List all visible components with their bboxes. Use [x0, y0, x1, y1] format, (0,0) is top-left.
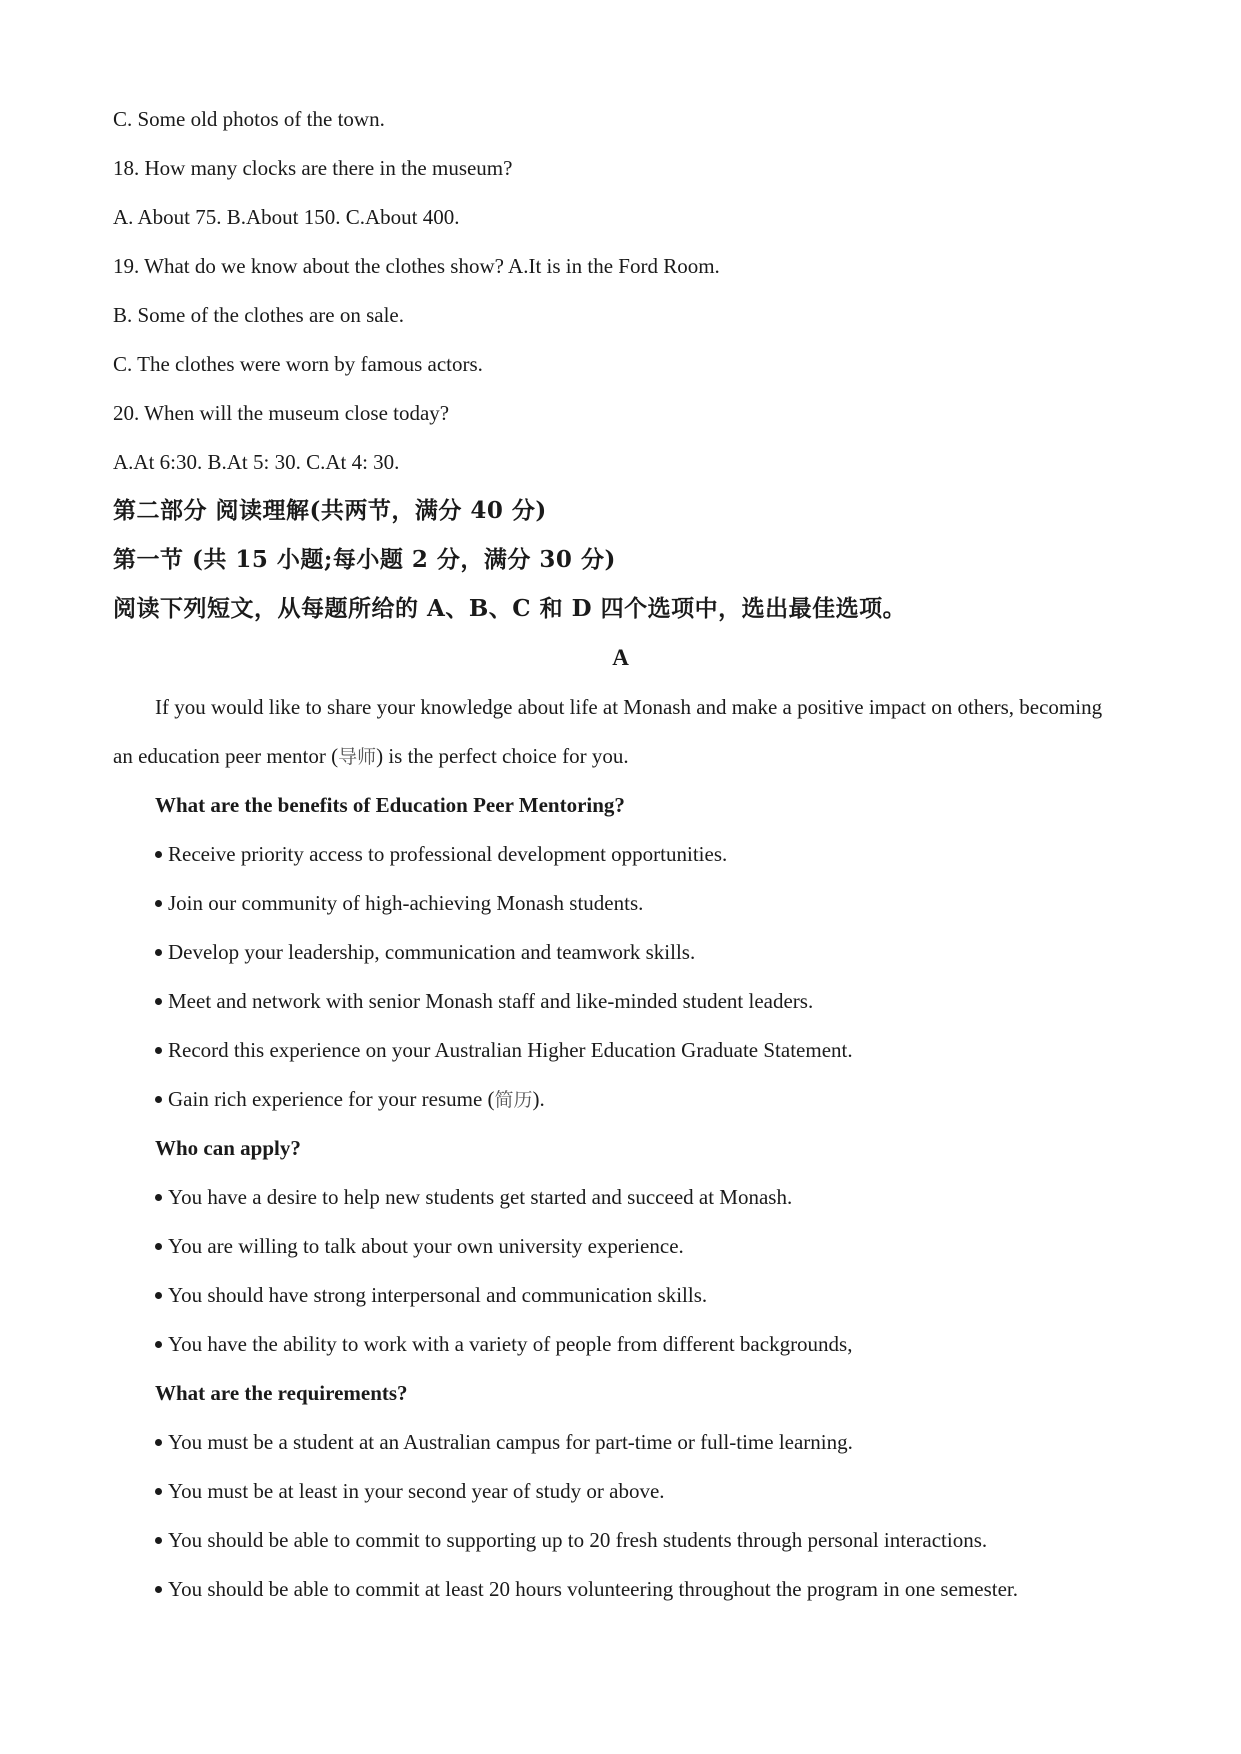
q19-option-c: C. The clothes were worn by famous actors. [113, 352, 483, 376]
q20-options: A.At 6:30. B.At 5: 30. C.At 4: 30. [113, 450, 400, 474]
bullet-icon [155, 1341, 162, 1348]
list-item: Join our community of high-achieving Monash students. [155, 889, 643, 917]
list-item: You are willing to talk about your own university experience. [155, 1232, 684, 1260]
passage-intro-line-1: If you would like to share your knowledge about life at Monash and make a positive impact on others, becoming [155, 695, 1103, 719]
benefits-heading: What are the benefits of Education Peer Mentoring? [155, 793, 625, 817]
list-item: You have a desire to help new students get started and succeed at Monash. [155, 1183, 792, 1211]
requirements-heading: What are the requirements? [155, 1381, 408, 1405]
q19-option-b: B. Some of the clothes are on sale. [113, 303, 405, 327]
bullet-icon [155, 1292, 162, 1299]
bullet-icon [155, 900, 162, 907]
bullet-icon [155, 949, 162, 956]
q18-options: A. About 75. B.About 150. C.About 400. [113, 205, 460, 229]
bullet-icon [155, 1439, 162, 1446]
list-item: You must be a student at an Australian campus for part-time or full-time learning. [155, 1428, 853, 1456]
bullet-icon [155, 1047, 162, 1054]
q20-question: 20. When will the museum close today? [113, 401, 450, 425]
list-item: You have the ability to work with a variety of people from different backgrounds, [155, 1330, 852, 1358]
bullet-icon [155, 1537, 162, 1544]
list-item: Meet and network with senior Monash staff and like-minded student leaders. [155, 987, 813, 1015]
bullet-icon [155, 1488, 162, 1495]
list-item: You should have strong interpersonal and communication skills. [155, 1281, 707, 1309]
bullet-icon [155, 1194, 162, 1201]
apply-heading: Who can apply? [155, 1136, 301, 1160]
bullet-icon [155, 998, 162, 1005]
list-item: Record this experience on your Australian Higher Education Graduate Statement. [155, 1036, 853, 1064]
reading-instruction: 阅读下列短文，从每题所给的 A、B、C 和 D 四个选项中，选出最佳选项。 [113, 595, 907, 622]
passage-label: A [612, 645, 629, 670]
bullet-icon [155, 1096, 162, 1103]
list-item: Develop your leadership, communication and teamwork skills. [155, 938, 695, 966]
part-two-title: 第二部分 阅读理解(共两节，满分 40 分) [113, 497, 547, 524]
list-item: You should be able to commit at least 20 hours volunteering throughout the program in one semester. [155, 1575, 1018, 1603]
section-one-title: 第一节 (共 15 小题;每小题 2 分，满分 30 分) [113, 546, 616, 573]
list-item: Gain rich experience for your resume (简历). [155, 1085, 545, 1114]
passage-intro-line-2: an education peer mentor (导师) is the perfect choice for you. [113, 744, 629, 768]
bullet-icon [155, 1243, 162, 1250]
bullet-icon [155, 851, 162, 858]
list-item: You must be at least in your second year of study or above. [155, 1477, 665, 1505]
chinese-gloss-mentor: 导师 [338, 746, 377, 768]
bullet-icon [155, 1586, 162, 1593]
chinese-gloss-resume: 简历 [494, 1089, 533, 1111]
list-item: You should be able to commit to supporting up to 20 fresh students through personal interactions. [155, 1526, 987, 1554]
q18-question: 18. How many clocks are there in the museum? [113, 156, 513, 180]
q19-question: 19. What do we know about the clothes show? A.It is in the Ford Room. [113, 254, 720, 278]
q17-option-c: C. Some old photos of the town. [113, 107, 385, 131]
list-item: Receive priority access to professional development opportunities. [155, 840, 727, 868]
